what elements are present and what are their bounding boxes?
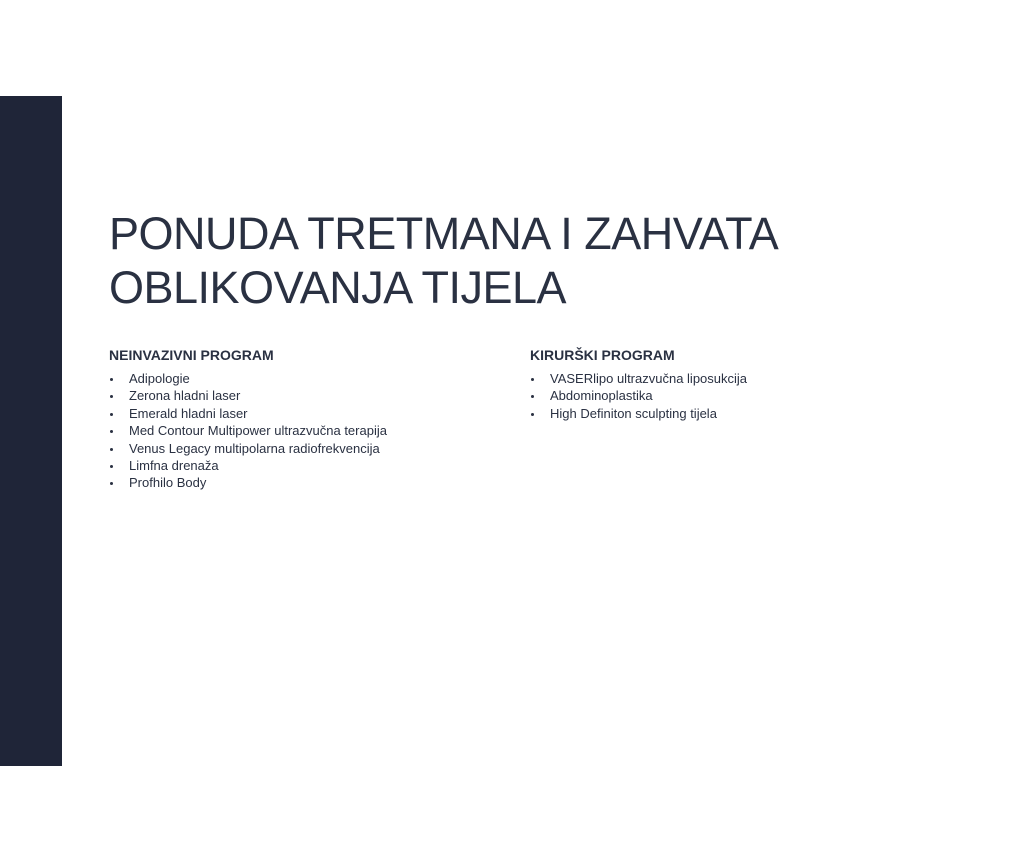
list-item xyxy=(109,387,509,404)
list-item-label: VASERlipo ultrazvučna liposukcija xyxy=(550,371,748,386)
list-item-label: Adipologie xyxy=(129,371,190,386)
surgical-program-list xyxy=(530,370,950,422)
page-title-line-1: PONUDA TRETMANA I ZAHVATA xyxy=(109,208,779,259)
bullet-icon xyxy=(110,395,113,398)
list-item xyxy=(530,370,950,387)
list-item xyxy=(530,405,950,422)
list-item xyxy=(109,474,509,491)
list-item xyxy=(530,387,950,404)
list-item xyxy=(109,457,509,474)
noninvasive-program-list xyxy=(109,370,509,492)
surgical-program-heading: KIRURŠKI PROGRAM xyxy=(530,347,675,363)
noninvasive-program-heading: NEINVAZIVNI PROGRAM xyxy=(109,347,274,363)
bullet-icon xyxy=(110,413,113,416)
bullet-icon xyxy=(110,465,113,468)
bullet-icon xyxy=(531,413,534,416)
noninvasive-program-section xyxy=(109,346,509,492)
list-item xyxy=(109,422,509,439)
page-title-line-2: OBLIKOVANJA TIJELA xyxy=(109,262,567,313)
list-item xyxy=(109,370,509,387)
list-item-label: Abdominoplastika xyxy=(550,388,653,404)
decorative-side-bar xyxy=(0,96,62,766)
list-item-label: High Definiton sculpting tijela xyxy=(550,405,717,421)
list-item-label: Profhilo Body xyxy=(129,475,207,491)
list-item-label: Zerona hladni laser xyxy=(129,388,241,404)
list-item-label: Emerald hladni laser xyxy=(129,405,248,421)
bullet-icon xyxy=(531,395,534,398)
list-item xyxy=(109,405,509,422)
page-title xyxy=(109,207,778,315)
bullet-icon xyxy=(531,378,534,381)
list-item-label: Limfna drenaža xyxy=(129,458,219,474)
bullet-icon xyxy=(110,448,113,451)
bullet-icon xyxy=(110,430,113,433)
bullet-icon xyxy=(110,378,113,381)
surgical-program-section xyxy=(530,346,950,422)
list-item xyxy=(109,440,509,457)
list-item-label: Med Contour Multipower ultrazvučna terapija xyxy=(129,423,387,439)
list-item-label: Venus Legacy multipolarna radiofrekvencija xyxy=(129,440,380,456)
bullet-icon xyxy=(110,482,113,485)
